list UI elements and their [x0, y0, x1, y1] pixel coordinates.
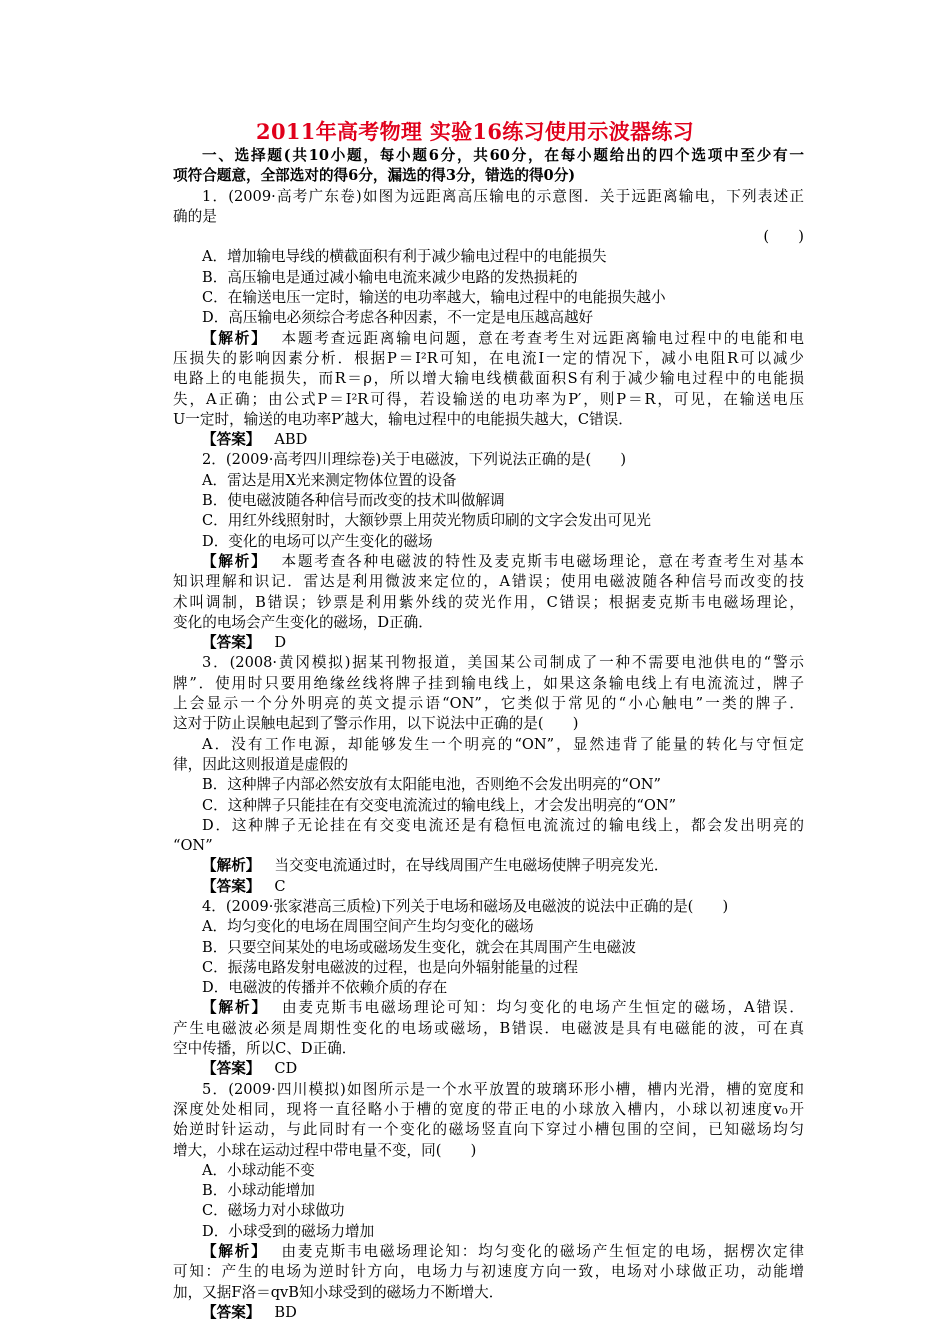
text-line — [173, 268, 804, 288]
line-text: B．小球动能增加 — [202, 1182, 315, 1200]
line-text: 由麦克斯韦电磁场理论可知：均匀变化的电场产生恒定的磁场，A错误． — [282, 999, 804, 1017]
text-line — [173, 836, 804, 856]
line-text: A．增加输电导线的横截面积有利于减少输电过程中的电能损失 — [202, 248, 607, 266]
text-line — [173, 958, 804, 978]
line-text: 4．(2009·张家港高三质检)下列关于电场和磁场及电磁波的说法中正确的是( ) — [202, 897, 729, 915]
text-line — [173, 329, 804, 349]
line-text: A．均匀变化的电场在周围空间产生均匀变化的磁场 — [202, 918, 534, 936]
section-tag: 【答案】 — [202, 1060, 261, 1078]
text-line — [173, 471, 804, 491]
line-text: 由麦克斯韦电磁场理论知：均匀变化的磁场产生恒定的电场，据楞次定律 — [281, 1243, 804, 1261]
text-line — [173, 714, 804, 734]
text-line — [173, 796, 804, 816]
line-text: 1．(2009·高考广东卷)如图为远距离高压输电的示意图．关于远距离输电，下列表述正 — [202, 187, 804, 205]
text-line — [173, 1222, 804, 1242]
line-text: A．没有工作电源，却能够发生一个明亮的“ON”，显然违背了能量的转化与守恒定 — [202, 735, 804, 753]
line-text: BD — [274, 1303, 297, 1321]
text-line — [173, 816, 804, 836]
text-line — [173, 1242, 804, 1262]
text-line — [173, 187, 804, 207]
text-line — [173, 694, 804, 714]
text-line — [173, 1283, 804, 1303]
line-text: 加，又据F洛＝qvB知小球受到的磁场力不断增大． — [173, 1283, 504, 1301]
line-text: B．这种牌子内部必然安放有太阳能电池，否则绝不会发出明亮的“ON” — [202, 776, 662, 794]
text-line — [173, 369, 804, 389]
text-line — [173, 1100, 804, 1120]
text-line — [173, 755, 804, 775]
line-text: CD — [274, 1060, 298, 1078]
text-line — [173, 247, 804, 267]
line-text: B．使电磁波随各种信号而改变的技术叫做解调 — [202, 492, 505, 510]
line-text: 确的是 — [173, 207, 217, 225]
text-line — [173, 166, 804, 186]
text-line — [173, 856, 804, 876]
line-text: 知识理解和识记．雷达是利用微波来定位的，A错误；使用电磁波随各种信号而改变的技 — [173, 573, 804, 591]
section-tag: 【解析】 — [202, 552, 268, 570]
section-tag: 【解析】 — [202, 329, 268, 347]
line-text: D．小球受到的磁场力增加 — [202, 1222, 375, 1240]
text-line — [173, 877, 804, 897]
line-text: 可知：产生的电场为逆时针方向，电场力与初速度方向一致，电场对小球做正功，动能增 — [173, 1263, 804, 1281]
line-text: 始逆时针运动，与此同时有一个变化的磁场竖直向下穿过小槽包围的空间，已知磁场均匀 — [173, 1121, 804, 1139]
line-text: 项符合题意，全部选对的得6分，漏选的得3分，错选的得0分) — [173, 167, 576, 185]
text-line — [173, 1262, 804, 1282]
text-line — [173, 674, 804, 694]
line-text: 牌”．使用时只要用绝缘丝线将牌子挂到输电线上，如果这条输电线上有电流流过，牌子 — [173, 674, 804, 692]
text-line — [173, 938, 804, 958]
text-line — [173, 349, 804, 369]
text-line — [173, 653, 804, 673]
line-text: 2．(2009·高考四川理综卷)关于电磁波，下列说法正确的是( ) — [202, 451, 627, 469]
line-text: D．高压输电必须综合考虑各种因素，不一定是电压越高越好 — [202, 309, 594, 327]
text-line — [173, 572, 804, 592]
line-text: 3．(2008·黄冈模拟)据某刊物报道，美国某公司制成了一种不需要电池供电的“警示 — [202, 654, 804, 672]
line-text: 术叫调制，B错误；钞票是利用紫外线的荧光作用，C错误；根据麦克斯韦电磁场理论， — [173, 593, 804, 611]
line-text: 失，A正确；由公式P＝I²R可得，若设输送的电功率为P′，则P＝R，可见，在输送电压 — [173, 390, 804, 408]
text-line — [173, 207, 804, 227]
line-text: D．电磁波的传播并不依赖介质的存在 — [202, 979, 448, 997]
text-line — [173, 1059, 804, 1079]
text-line — [173, 775, 804, 795]
line-text: C．用红外线照射时，大额钞票上用荧光物质印刷的文字会发出可见光 — [202, 512, 651, 530]
line-text: 电路上的电能损失，而R＝ρ，所以增大输电线横截面积S有利于减少输电过程中的电能损 — [173, 370, 804, 388]
line-text: 压损失的影响因素分析．根据P＝I²R可知，在电流I一定的情况下，减小电阻R可以减少 — [173, 349, 804, 367]
text-line — [173, 450, 804, 470]
line-text: C．在输送电压一定时，输送的电功率越大，输电过程中的电能损失越小 — [202, 289, 666, 307]
text-line — [173, 978, 804, 998]
text-line — [173, 1161, 804, 1181]
text-line — [173, 227, 804, 247]
text-line — [173, 1181, 804, 1201]
line-text: 本题考查远距离输电问题，意在考查考生对远距离输电过程中的电能和电 — [281, 329, 804, 347]
line-text: D — [274, 634, 287, 652]
line-text: U一定时，输送的电功率P′越大，输电过程中的电能损失越大，C错误． — [173, 410, 633, 428]
text-line — [173, 146, 804, 166]
line-text: 这对于防止误触电起到了警示作用，以下说法中正确的是( ) — [173, 715, 579, 733]
line-text: B．只要空间某处的电场或磁场发生变化，就会在其周围产生电磁波 — [202, 938, 636, 956]
line-text: B．高压输电是通过减小输电电流来减少电路的发热损耗的 — [202, 268, 578, 286]
line-text: “ON” — [173, 837, 213, 855]
line-text: 一、选择题(共10小题，每小题6分，共60分，在每小题给出的四个选项中至少有一 — [202, 147, 804, 164]
text-line — [173, 1201, 804, 1221]
text-line — [173, 308, 804, 328]
text-line — [173, 917, 804, 937]
line-text: C — [274, 877, 286, 895]
line-text: A．雷达是用X光来测定物体位置的设备 — [202, 471, 457, 489]
section-tag: 【解析】 — [202, 999, 268, 1017]
line-text: D．变化的电场可以产生变化的磁场 — [202, 532, 433, 550]
line-text: ABD — [274, 431, 308, 449]
text-line — [173, 1141, 804, 1161]
text-line — [173, 897, 804, 917]
text-line — [173, 552, 804, 572]
text-line — [173, 288, 804, 308]
text-line — [173, 1019, 804, 1039]
text-line — [173, 998, 804, 1018]
line-text: 5．(2009·四川模拟)如图所示是一个水平放置的玻璃环形小槽，槽内光滑，槽的宽度和 — [202, 1080, 804, 1098]
line-text: D．这种牌子无论挂在有交变电流还是有稳恒电流流过的输电线上，都会发出明亮的 — [202, 816, 804, 834]
section-tag: 【答案】 — [202, 634, 261, 652]
text-line — [173, 735, 804, 755]
line-text: 增大，小球在运动过程中带电量不变，同( ) — [173, 1141, 477, 1159]
section-tag: 【解析】 — [202, 857, 261, 875]
text-line — [173, 1120, 804, 1140]
text-line — [173, 430, 804, 450]
text-line — [173, 593, 804, 613]
line-text: C．振荡电路发射电磁波的过程，也是向外辐射能量的过程 — [202, 958, 579, 976]
line-text: 变化的电场会产生变化的磁场，D正确． — [173, 613, 433, 631]
line-text: 本题考查各种电磁波的特性及麦克斯韦电磁场理论，意在考查考生对基本 — [281, 552, 804, 570]
text-line — [173, 633, 804, 653]
text-line — [173, 1303, 804, 1323]
document-title: 2011年高考物理 实验16练习使用示波器练习 — [256, 119, 694, 144]
text-line — [173, 410, 804, 430]
line-text: 上会显示一个分外明亮的英文提示语“ON”，它类似于常见的“小心触电”一类的牌子． — [173, 695, 804, 713]
line-text: 当交变电流通过时，在导线周围产生电磁场使牌子明亮发光． — [274, 857, 669, 875]
section-tag: 【答案】 — [202, 431, 261, 449]
text-line — [173, 511, 804, 531]
text-line — [173, 613, 804, 633]
line-text: C．这种牌子只能挂在有交变电流流过的输电线上，才会发出明亮的“ON” — [202, 796, 677, 814]
line-text: 空中传播，所以C、D正确． — [173, 1040, 357, 1058]
section-tag: 【解析】 — [202, 1243, 268, 1261]
text-line — [173, 1039, 804, 1059]
text-line — [173, 491, 804, 511]
line-text: 律，因此这则报道是虚假的 — [173, 755, 349, 773]
document-body — [173, 146, 804, 1323]
line-text: 深度处处相同，现将一直径略小于槽的宽度的带正电的小球放入槽内，小球以初速度v₀开 — [173, 1100, 804, 1118]
text-line — [173, 532, 804, 552]
text-line — [173, 390, 804, 410]
line-text: A．小球动能不变 — [202, 1161, 315, 1179]
line-text: C．磁场力对小球做功 — [202, 1202, 345, 1220]
text-line — [173, 1080, 804, 1100]
section-tag: 【答案】 — [202, 877, 261, 895]
line-text: ( ) — [763, 228, 804, 246]
line-text: 产生电磁波必须是周期性变化的电场或磁场，B错误．电磁波是具有电磁能的波，可在真 — [173, 1019, 804, 1037]
section-tag: 【答案】 — [202, 1303, 261, 1321]
